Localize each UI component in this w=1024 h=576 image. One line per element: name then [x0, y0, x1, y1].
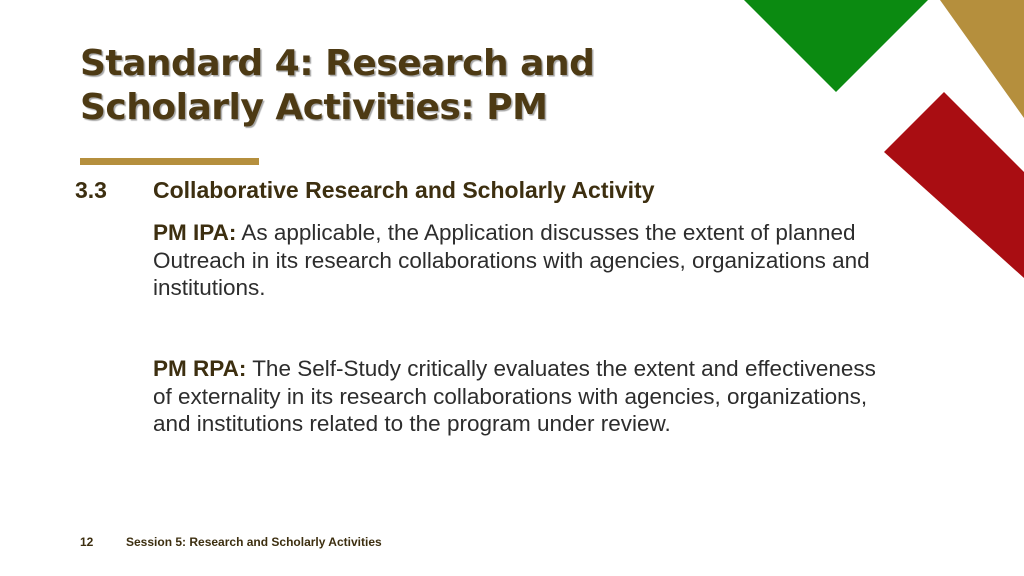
footer-session-title: Session 5: Research and Scholarly Activities	[126, 535, 382, 549]
footer-page-number: 12	[80, 535, 94, 549]
pm-ipa-paragraph	[153, 219, 883, 302]
slide-title	[80, 42, 780, 130]
slide-title-line-2: Scholarly Activities: PM	[80, 87, 548, 128]
pm-rpa-paragraph	[153, 355, 883, 438]
pm-ipa-label: PM IPA:	[153, 220, 237, 245]
section-heading: Collaborative Research and Scholarly Activity	[153, 177, 655, 203]
slide-title-line-1: Standard 4: Research and	[80, 43, 595, 84]
gold-corner-shape	[940, 0, 1024, 118]
red-diagonal-band-shape	[884, 92, 1024, 278]
pm-rpa-text: The Self-Study critically evaluates the extent and effectiveness of externality in its research collaborations with agencies, organizations, and institutions related to the program under review.	[153, 356, 876, 436]
pm-rpa-label: PM RPA:	[153, 356, 247, 381]
pm-ipa-text: As applicable, the Application discusses the extent of planned Outreach in its research collaborations with agencies, organizations and institutions.	[153, 220, 870, 300]
title-underline-rule	[80, 158, 259, 165]
section-number: 3.3	[75, 177, 107, 203]
